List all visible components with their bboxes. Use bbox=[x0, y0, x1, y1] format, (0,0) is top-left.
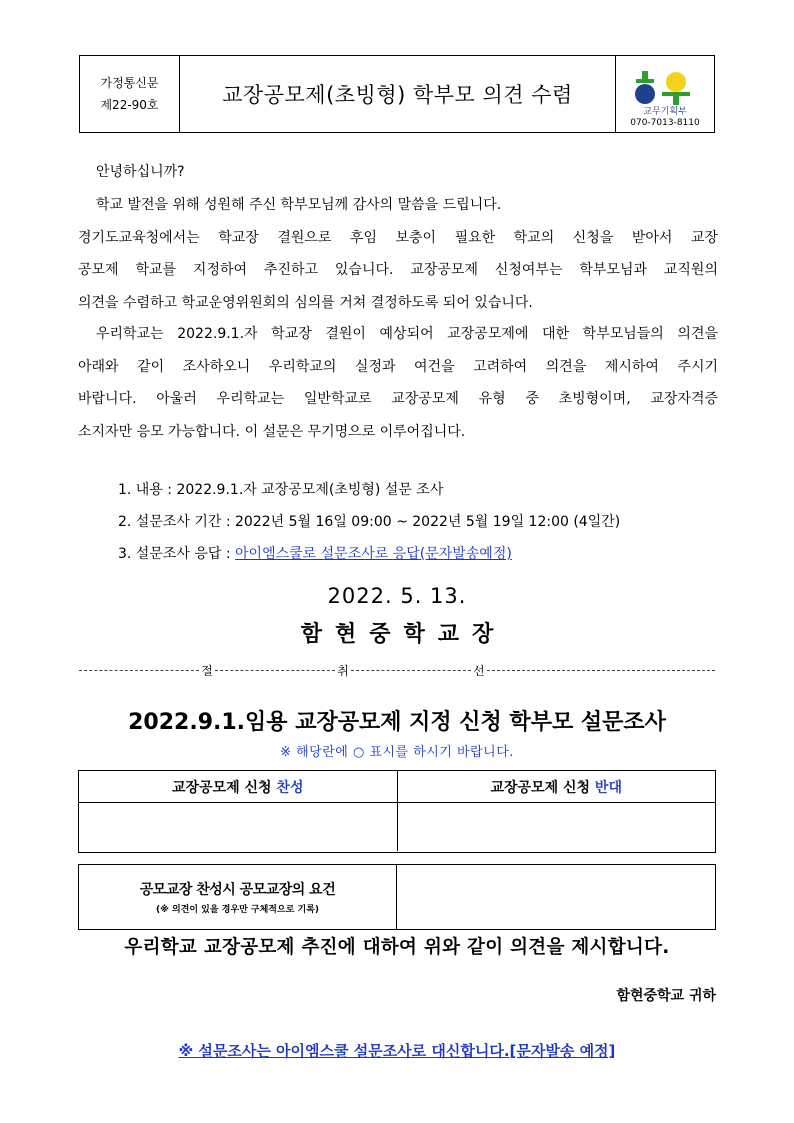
dash-segment bbox=[487, 670, 715, 671]
school-logo-icon bbox=[634, 70, 696, 106]
doc-type: 가정통신문 bbox=[100, 76, 159, 90]
survey-paragraph bbox=[78, 318, 718, 448]
footer-note: ※ 설문조사는 아이엠스쿨 설문조사로 대신합니다.[문자발송 예정] bbox=[178, 1042, 616, 1060]
paragraph-line: 우리학교는 2022.9.1.자 학교장 결원이 예상되어 교장공모제에 대한 학부모님들의 의견을 bbox=[96, 326, 718, 342]
cut-word: 취 bbox=[337, 664, 349, 678]
intro-paragraph bbox=[78, 189, 718, 319]
document-header bbox=[79, 55, 715, 133]
paragraph-line: 경기도교육청에서는 학교장 결원으로 후임 보충이 필요한 학교의 신청을 받아서 교장 bbox=[78, 229, 718, 246]
department-name: 교무기획부 bbox=[643, 107, 687, 117]
cut-word: 절 bbox=[201, 664, 213, 678]
dash-segment bbox=[79, 670, 199, 671]
survey-link[interactable]: 아이엠스쿨로 설문조사로 응답(문자발송예정) bbox=[235, 546, 512, 562]
cut-word: 선 bbox=[472, 664, 485, 678]
paragraph-line: 의견을 수렴하고 학교운영위원회의 심의를 거쳐 결정하도록 되어 있습니다. bbox=[78, 294, 533, 311]
survey-title: 2022.9.1.임용 교장공모제 지정 신청 학부모 설문조사 bbox=[128, 710, 666, 735]
school-brand bbox=[616, 56, 714, 132]
column-approve bbox=[79, 771, 397, 802]
requirements-table bbox=[78, 864, 716, 930]
list-item-label: 3. 설문조사 응답 : bbox=[118, 546, 236, 562]
cut-line bbox=[78, 662, 716, 679]
paragraph-line: 바랍니다. 아울러 우리학교는 일반학교로 교장공모제 유형 중 초빙형이며, 교장자격증 bbox=[78, 391, 718, 407]
addressee: 함현중학교 귀하 bbox=[616, 988, 716, 1004]
approve-answer-cell[interactable] bbox=[79, 803, 397, 851]
column-label: 교장공모제 신청 bbox=[172, 779, 272, 796]
table-header-row bbox=[79, 771, 715, 803]
paragraph-line: 소지자만 응모 가능합니다. 이 설문은 무기명으로 이루어집니다. bbox=[78, 423, 466, 440]
page-title: 교장공모제(초빙형) 학부모 의견 수렴 bbox=[180, 56, 616, 132]
column-oppose bbox=[397, 771, 716, 802]
list-item-period: 2. 설문조사 기간 : 2022년 5월 16일 09:00 ~ 2022년 5월 19일 12:00 (4일간) bbox=[118, 514, 621, 530]
requirements-hint: (※ 의견이 있을 경우만 구체적으로 기록) bbox=[155, 905, 320, 915]
oppose-answer-cell[interactable] bbox=[397, 803, 716, 851]
survey-table bbox=[78, 770, 716, 853]
column-label: 교장공모제 신청 bbox=[490, 779, 591, 796]
paragraph-line: 학교 발전을 위해 성원해 주신 학부모님께 감사의 말씀을 드립니다. bbox=[96, 197, 502, 213]
table-answer-row bbox=[79, 803, 715, 851]
dash-segment bbox=[351, 670, 471, 671]
issue-date: 2022. 5. 13. bbox=[327, 584, 467, 608]
greeting: 안녕하십니까? bbox=[96, 164, 185, 180]
paragraph-line: 아래와 같이 조사하오니 우리학교의 실정과 여건을 고려하여 의견을 제시하여 주시기 bbox=[78, 358, 718, 375]
survey-instruction: ※ 해당란에 ○ 표시를 하시기 바랍니다. bbox=[280, 745, 514, 760]
declaration: 우리학교 교장공모제 추진에 대하여 위와 같이 의견을 제시합니다. bbox=[124, 937, 670, 958]
approve-label: 찬성 bbox=[276, 779, 304, 796]
paragraph-line: 공모제 학교를 지정하여 추진하고 있습니다. 교장공모제 신청여부는 학부모님과 교직원의 bbox=[78, 262, 718, 278]
list-item-response bbox=[118, 538, 512, 570]
requirements-label: 공모교장 찬성시 공모교장의 요건 bbox=[139, 882, 336, 898]
requirements-answer-cell[interactable] bbox=[397, 865, 715, 929]
doc-meta bbox=[80, 56, 180, 132]
doc-number: 제22-90호 bbox=[100, 98, 159, 112]
principal-signature: 함현중학교장 bbox=[300, 622, 507, 647]
requirements-label-cell bbox=[79, 865, 397, 929]
list-item-content: 1. 내용 : 2022.9.1.자 교장공모제(초빙형) 설문 조사 bbox=[118, 482, 444, 498]
department-phone: 070-7013-8110 bbox=[630, 118, 700, 128]
dash-segment bbox=[215, 670, 335, 671]
oppose-label: 반대 bbox=[594, 779, 622, 796]
